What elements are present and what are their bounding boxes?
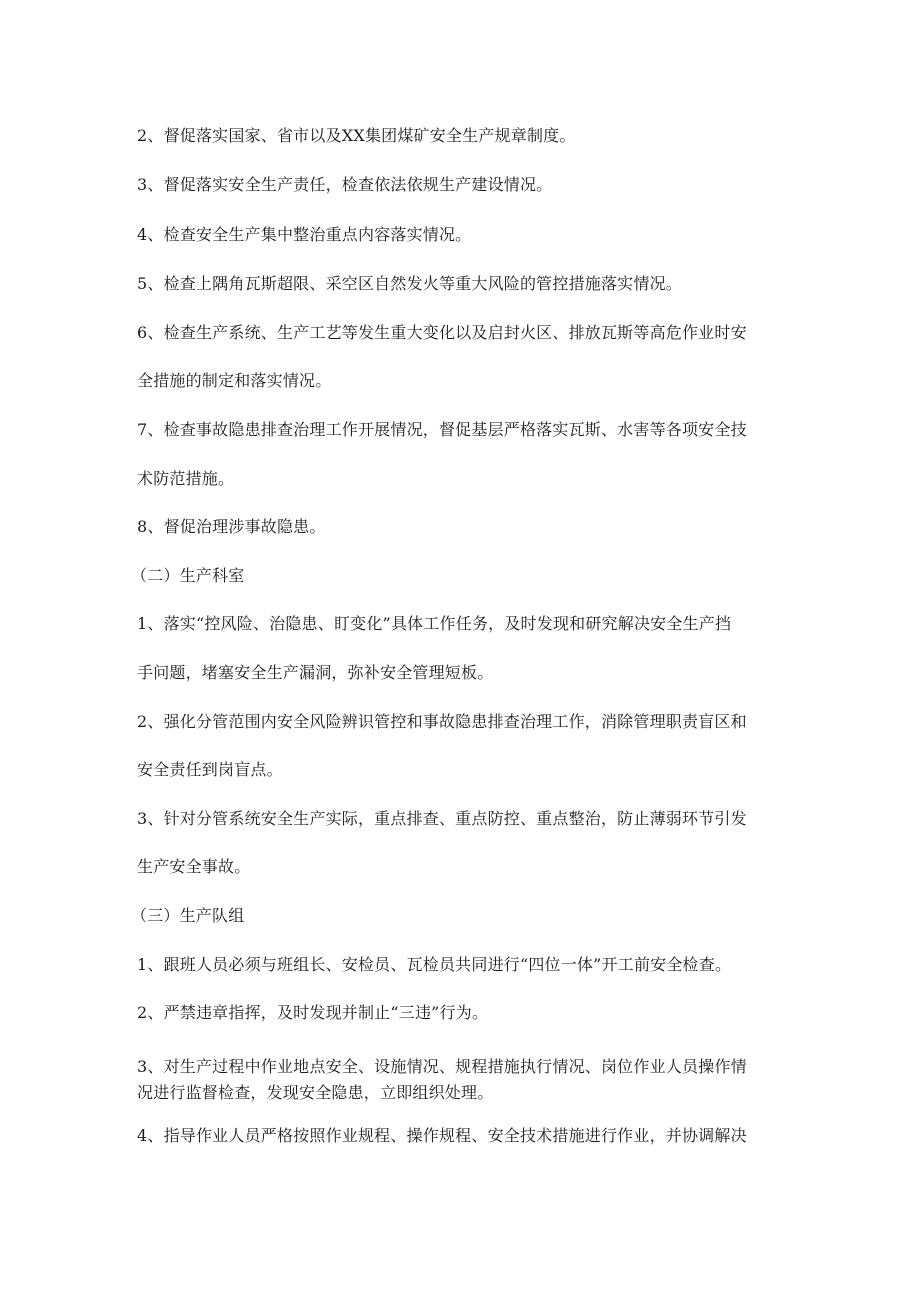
paragraph-line: 生产安全事故。 <box>137 857 251 876</box>
paragraph-line: 3、督促落实安全生产责任，检查依法依规生产建设情况。 <box>137 175 553 194</box>
paragraph-line: 7、检查事故隐患排查治理工作开展情况，督促基层严格落实瓦斯、水害等各项安全技 <box>137 420 747 439</box>
paragraph-line: 8、督促治理涉事故隐患。 <box>137 517 326 536</box>
paragraph-line: 况进行监督检查，发现安全隐患，立即组织处理。 <box>137 1083 494 1102</box>
paragraph-line: 4、检查安全生产集中整治重点内容落实情况。 <box>137 225 472 244</box>
paragraph-line: 术防范措施。 <box>137 469 235 488</box>
paragraph-line: 3、对生产过程中作业地点安全、设施情况、规程措施执行情况、岗位作业人员操作情 <box>137 1057 747 1076</box>
paragraph-line: 安全责任到岗盲点。 <box>137 760 283 779</box>
paragraph-line: 2、督促落实国家、省市以及XX集团煤矿安全生产规章制度。 <box>137 126 576 145</box>
paragraph-line: 4、指导作业人员严格按照作业规程、操作规程、安全技术措施进行作业，并协调解决 <box>137 1126 747 1145</box>
paragraph-line: 2、强化分管范围内安全风险辨识管控和事故隐患排查治理工作，消除管理职责盲区和 <box>137 712 747 731</box>
paragraph-line: 5、检查上隅角瓦斯超限、采空区自然发火等重大风险的管控措施落实情况。 <box>137 274 682 293</box>
paragraph-line: 手问题，堵塞安全生产漏洞，弥补安全管理短板。 <box>137 663 494 682</box>
paragraph-line: 1、跟班人员必须与班组长、安检员、瓦检员共同进行“四位一体”开工前安全检查。 <box>137 955 732 974</box>
section-heading: （二）生产科室 <box>131 566 245 585</box>
paragraph-line: 3、针对分管系统安全生产实际，重点排查、重点防控、重点整治，防止薄弱环节引发 <box>137 809 747 828</box>
paragraph-line: 6、检查生产系统、生产工艺等发生重大变化以及启封火区、排放瓦斯等高危作业时安 <box>137 323 747 342</box>
paragraph-line: 全措施的制定和落实情况。 <box>137 371 332 390</box>
section-heading: （三）生产队组 <box>131 906 245 925</box>
paragraph-line: 2、严禁违章指挥，及时发现并制止“三违”行为。 <box>137 1003 489 1022</box>
paragraph-line: 1、落实“控风险、治隐患、盯变化”具体工作任务，及时发现和研究解决安全生产挡 <box>137 614 732 633</box>
